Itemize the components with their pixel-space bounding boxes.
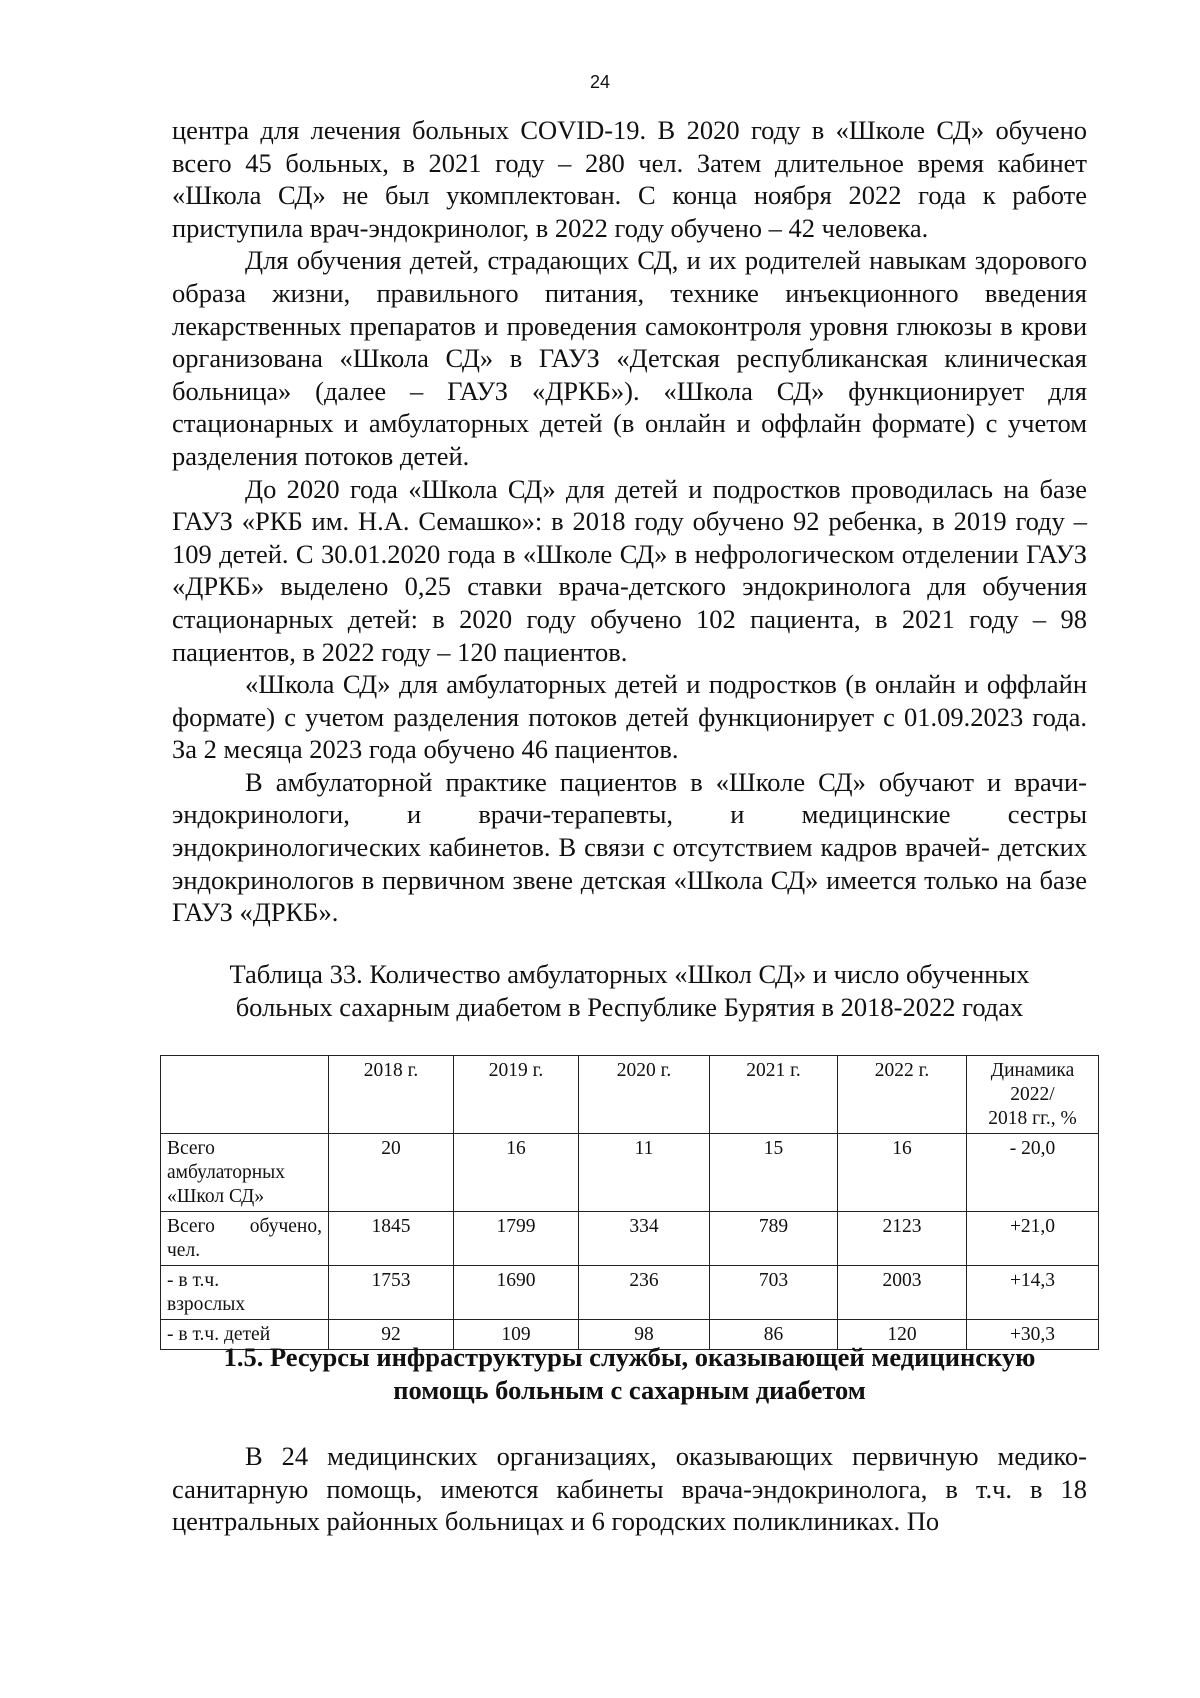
paragraph-2 [172, 244, 1087, 472]
table-cell: 1799 [454, 1212, 579, 1266]
text-line: 01.09.2023 года. За 2 месяца 2023 года обучено 46 пациентов. [172, 701, 1087, 765]
table-cell: 236 [579, 1266, 710, 1320]
text-line: «Школа СД» для амбулаторных детей и подростков (в онлайн и [245, 669, 979, 700]
paragraph-4 [172, 668, 1087, 766]
text-line: обучено всего 45 больных, в 2021 году – 280 чел. Затем длительное время [172, 115, 1087, 178]
paragraph-1 [172, 114, 1087, 244]
table-cell: 2003 [838, 1266, 967, 1320]
table-cell: 1845 [329, 1212, 454, 1266]
paragraph-3 [172, 473, 1087, 669]
text-line: пациента, в 2021 году – 98 пациентов, в 2022 году – 120 пациентов. [172, 603, 1088, 667]
text-line: оффлайн формате) с учетом разделения потоков детей. [172, 408, 1087, 471]
table-cell: 98 [579, 1320, 710, 1350]
text-line: эндокринологических кабинетов. В связи с отсутствием кадров врачей- [172, 832, 990, 863]
text-line: детских эндокринологов в первичном звене детская «Школа СД» имеется [172, 832, 1087, 895]
text-line: глюкозы в крови организована «Школа СД» в ГАУЗ «Детская [172, 310, 1088, 374]
row-label: Всего обучено, чел. [161, 1212, 329, 1266]
text-line: отделении ГАУЗ «ДРКБ» выделено 0,25 ставки врача-детского [172, 538, 1088, 602]
body-text [172, 114, 1087, 929]
final-text [172, 1440, 1087, 1538]
table-header-cell: 2021 г. [710, 1056, 838, 1134]
text-line: введения лекарственных препаратов и проведения самоконтроля уровня [172, 277, 1087, 341]
caption-line: Таблица 33. Количество амбулаторных «Школ СД» и число обученных [229, 959, 1030, 989]
table-cell: 789 [710, 1212, 838, 1266]
table-cell: +21,0 [967, 1212, 1099, 1266]
heading-line: 1.5. Ресурсы инфраструктуры службы, оказывающей медицинскую [223, 1342, 1036, 1372]
text-line: только на базе ГАУЗ «ДРКБ». [172, 864, 1088, 928]
table-cell: 86 [710, 1320, 838, 1350]
table-caption [172, 958, 1087, 1023]
text-line: врачи-эндокринологи, и врачи-терапевты, и медицинские сестры [172, 766, 1088, 830]
table-header-dynamics: Динамика 2022/ 2018 гг., % [967, 1056, 1099, 1134]
text-line: эндокринолога для обучения стационарных детей: в 2020 году обучено 102 [172, 571, 1088, 634]
table-cell: 334 [579, 1212, 710, 1266]
text-line: оффлайн формате) с учетом разделения потоков детей функционирует с [172, 669, 1088, 732]
page-number: 24 [589, 72, 611, 92]
text-line: работе приступила врач-эндокринолог, в 2022 году обучено – 42 человека. [172, 180, 1088, 243]
table-cell: +30,3 [967, 1320, 1099, 1350]
table-cell: 703 [710, 1266, 838, 1320]
row-label: Всего амбулаторных «Школ СД» [161, 1134, 329, 1212]
table-cell: 109 [454, 1320, 579, 1350]
table-row [161, 1134, 1099, 1212]
heading-line: помощь больным с сахарным диабетом [393, 1374, 866, 1405]
table-cell: 11 [579, 1134, 710, 1212]
paragraph-6 [172, 1440, 1087, 1538]
text-line: В 24 медицинских организациях, оказывающих первичную медико- [245, 1441, 1087, 1471]
table-header-row [161, 1056, 1099, 1134]
text-line: 18 центральных районных больницах и 6 городских поликлиниках. По [172, 1473, 1088, 1537]
table-header-cell: 2022 г. [838, 1056, 967, 1134]
table-cell: 120 [838, 1320, 967, 1350]
table-cell: 1690 [454, 1266, 579, 1320]
text-line: До 2020 года «Школа СД» для детей и подростков проводилась на [245, 473, 1030, 504]
table-cell: 15 [710, 1134, 838, 1212]
table-cell: 20 [329, 1134, 454, 1212]
text-line: В амбулаторной практике пациентов в «Школе СД» обучают и [245, 766, 1002, 797]
table-cell: 1753 [329, 1266, 454, 1320]
table-header-cell: 2020 г. [579, 1056, 710, 1134]
table-header-cell [161, 1056, 329, 1134]
table-cell: 16 [454, 1134, 579, 1212]
row-label: - в т.ч. взрослых [161, 1266, 329, 1320]
section-heading [172, 1341, 1087, 1406]
table-header-cell: 2019 г. [454, 1056, 579, 1134]
text-line: базе ГАУЗ «РКБ им. Н.А. Семашко»: в 2018 году обучено 92 ребенка, в [172, 473, 1087, 537]
table-cell: +14,3 [967, 1266, 1099, 1320]
text-line: здорового образа жизни, правильного питания, технике инъекционного [172, 245, 1088, 308]
caption-line: больных сахарным диабетом в Республике Бурятия в 2018-2022 годах [235, 991, 1024, 1022]
table-cell: 92 [329, 1320, 454, 1350]
text-line: санитарную помощь, имеются кабинеты врача-эндокринолога, в т.ч. в [172, 1473, 1043, 1504]
table-header-cell: 2018 г. [329, 1056, 454, 1134]
text-line: кабинет «Школа СД» не был укомплектован. С конца ноября 2022 года к [172, 147, 1088, 211]
table-row [161, 1266, 1099, 1320]
table-row [161, 1212, 1099, 1266]
table-cell: - 20,0 [967, 1134, 1099, 1212]
data-table [160, 1055, 1099, 1350]
text-line: центра для лечения больных COVID-19. В 2020 году в «Школе СД» [172, 115, 985, 145]
text-line: 2019 году – 109 детей. С 30.01.2020 года в «Школе СД» в нефрологическом [172, 506, 1087, 569]
text-line: республиканская клиническая больница» (далее – ГАУЗ «ДРКБ»). «Школа [172, 343, 1087, 406]
table-cell: 16 [838, 1134, 967, 1212]
paragraph-5 [172, 766, 1087, 929]
text-line: Для обучения детей, страдающих СД, и их родителей навыкам [245, 245, 967, 276]
table-cell: 2123 [838, 1212, 967, 1266]
text-line: СД» функционирует для стационарных и амбулаторных детей (в онлайн и [172, 375, 1087, 439]
row-label: - в т.ч. детей [161, 1320, 329, 1350]
